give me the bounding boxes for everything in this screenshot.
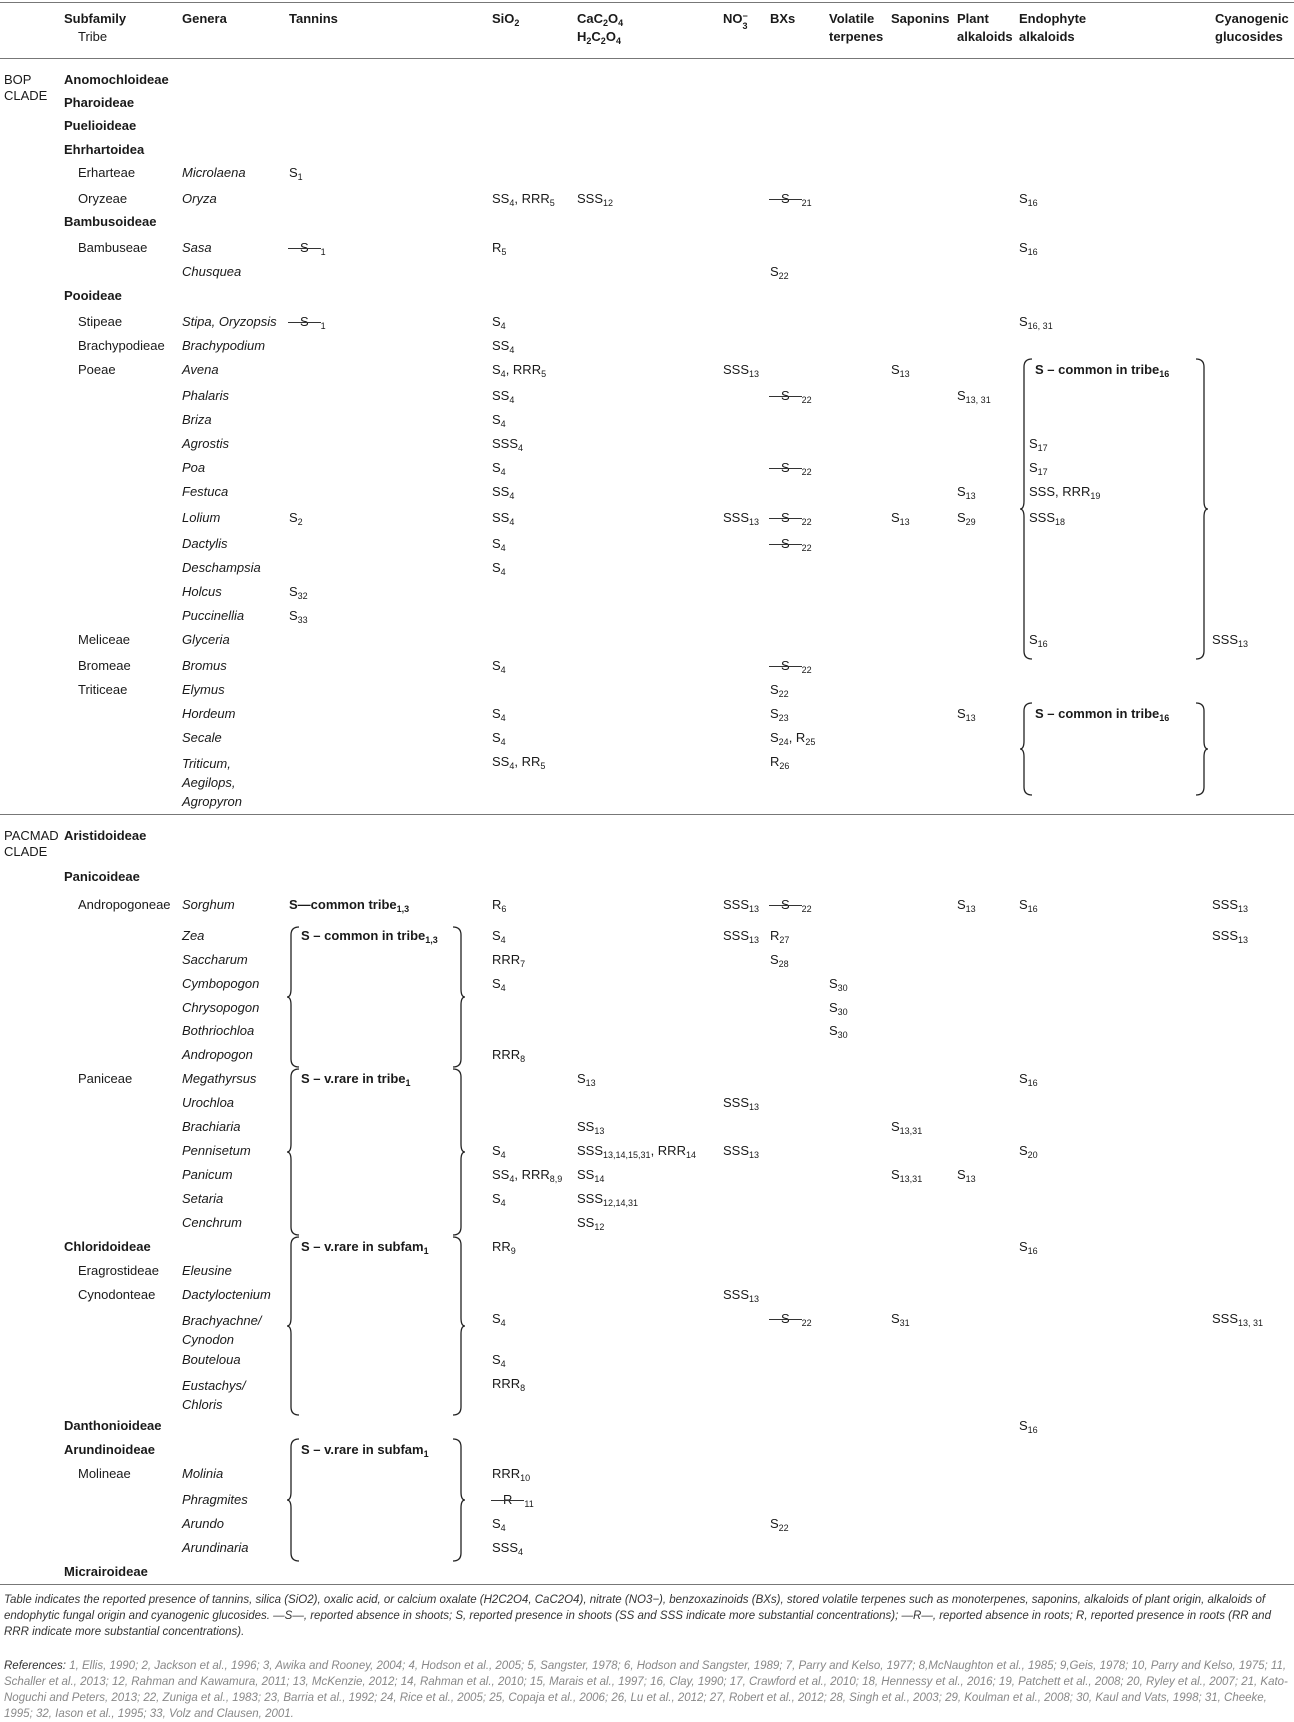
header-subfamily: Subfamily Tribe xyxy=(64,11,127,44)
genus-cenchrum: Cenchrum xyxy=(182,1215,242,1230)
header-saponins: Saponins xyxy=(891,11,950,26)
cell-panicum-sio2: $SS_4$, $RRR_{8,9}$ xyxy=(492,1167,563,1184)
genus-zea: Zea xyxy=(182,928,205,943)
paniceae-tannins-brace-label: S – v.rare in tribe$_1$ xyxy=(301,1071,411,1088)
subfamily-puelioideae: Puelioideae xyxy=(64,118,137,133)
tribe-andropogoneae: Andropogoneae xyxy=(78,897,171,912)
cell-agrostis-sio2: $SSS_4$ xyxy=(492,436,524,453)
cell-deschampsia-sio2: $S_4$ xyxy=(492,560,506,577)
cell-oryza-endophyte: $S_{16}$ xyxy=(1019,191,1038,208)
tribe-cynodonteae: Cynodonteae xyxy=(78,1287,156,1302)
cell-andropogon-sio2: $RRR_8$ xyxy=(492,1047,526,1064)
cell-brachiaria-saponins: $S_{13,31}$ xyxy=(891,1119,923,1136)
cell-setaria-oxalate: $SSS_{12,14,31}$ xyxy=(577,1191,639,1208)
header-oxalate: $CaC_2O_4$ $H_2C_2O_4$ xyxy=(577,11,624,46)
cell-poa-sio2: $S_4$ xyxy=(492,460,506,477)
subfamily-ehrhartoidea: Ehrhartoidea xyxy=(64,142,145,157)
genus-chusquea: Chusquea xyxy=(182,264,242,279)
genus-agrostis: Agrostis xyxy=(182,436,229,451)
triticeae-endophyte-brace-label: S – common in tribe$_{16}$ xyxy=(1035,706,1170,723)
tribe-molineae: Molineae xyxy=(78,1466,131,1481)
cell-lolium-tannins: $S_2$ xyxy=(289,510,303,527)
cell-chloridoideae-sio2: $RR_9$ xyxy=(492,1239,516,1256)
cell-cymbopogon-sio2: $S_4$ xyxy=(492,976,506,993)
header-endophyte-alkaloids: Endophyte alkaloids xyxy=(1019,11,1087,44)
top-rule xyxy=(0,2,1294,3)
genus-dactylis: Dactylis xyxy=(182,536,228,551)
cell-brachiaria-oxalate: $SS_{13}$ xyxy=(577,1119,605,1136)
cell-arundo-sio2: $S_4$ xyxy=(492,1516,506,1533)
cell-danthonioideae-endophyte: $S_{16}$ xyxy=(1019,1418,1038,1435)
cell-elymus-bxs: $S_{22}$ xyxy=(770,682,789,699)
cell-glyceria-cyanogenic: $SSS_{13}$ xyxy=(1212,632,1249,649)
tribe-poeae: Poeae xyxy=(78,362,116,377)
cell-panicum-saponins: $S_{13,31}$ xyxy=(891,1167,923,1184)
header-cyanogenic-glucosides: Cyanogenic glucosides xyxy=(1215,11,1289,44)
chloridoideae-tannins-brace-label: S – v.rare in subfam$_1$ xyxy=(301,1239,429,1256)
cell-poa-bxs: S $_{22}$ xyxy=(781,460,812,477)
genus-arundo: Arundo xyxy=(182,1516,224,1531)
header-tannins: Tannins xyxy=(289,11,338,26)
subfamily-chloridoideae: Chloridoideae xyxy=(64,1239,151,1254)
arundinoideae-tannins-brace-label: S – v.rare in subfam$_1$ xyxy=(301,1442,429,1459)
cell-pennisetum-nitrate: $SSS_{13}$ xyxy=(723,1143,760,1160)
cell-zea-nitrate: $SSS_{13}$ xyxy=(723,928,760,945)
cell-triticum-bxs: $R_{26}$ xyxy=(770,754,790,771)
cell-avena-sio2: $S_4$, $RRR_5$ xyxy=(492,362,547,379)
genus-brachypodium: Brachypodium xyxy=(182,338,266,353)
genus-holcus: Holcus xyxy=(182,584,222,599)
subfamily-anomochloideae: Anomochloideae xyxy=(64,72,169,87)
cell-molinia-sio2: $RRR_{10}$ xyxy=(492,1466,531,1483)
cell-panicum-plant-alkaloids: $S_{13}$ xyxy=(957,1167,976,1184)
subfamily-danthonioideae: Danthonioideae xyxy=(64,1418,162,1433)
genus-eustachys-chloris: Eustachys/ Chloris xyxy=(182,1378,246,1412)
cell-stipa-tannins: S $_1$ xyxy=(300,314,326,331)
cell-bothriochloa-volatile: $S_{30}$ xyxy=(829,1023,848,1040)
genus-elymus: Elymus xyxy=(182,682,225,697)
chloridoideae-tannins-brace xyxy=(287,1236,465,1416)
cell-brachypodium-sio2: $SS_4$ xyxy=(492,338,515,355)
cell-urochloa-nitrate: $SSS_{13}$ xyxy=(723,1095,760,1112)
header-nitrate: NO − 3 xyxy=(723,11,748,31)
genus-avena: Avena xyxy=(182,362,219,377)
cell-saccharum-sio2: $RRR_7$ xyxy=(492,952,526,969)
cell-bouteloua-sio2: $S_4$ xyxy=(492,1352,506,1369)
cell-oryza-bxs: S $_{21}$ xyxy=(781,191,812,208)
cell-pennisetum-endophyte: $S_{20}$ xyxy=(1019,1143,1038,1160)
genus-saccharum: Saccharum xyxy=(182,952,248,967)
cell-avena-nitrate: $SSS_{13}$ xyxy=(723,362,760,379)
cell-dactyloctenium-nitrate: $SSS_{13}$ xyxy=(723,1287,760,1304)
cell-brachyachne-cyanogenic: $SSS_{13, 31}$ xyxy=(1212,1311,1264,1328)
table-bottom-rule xyxy=(0,1584,1294,1585)
cell-eustachys-sio2: $RRR_8$ xyxy=(492,1376,526,1393)
triticeae-endophyte-brace xyxy=(1020,702,1208,796)
genus-bouteloua: Bouteloua xyxy=(182,1352,241,1367)
cell-phragmites-sio2: R $_{11}$ xyxy=(503,1492,534,1509)
cell-setaria-sio2: $S_4$ xyxy=(492,1191,506,1208)
cell-agrostis-endophyte: $S_{17}$ xyxy=(1029,436,1048,453)
table-footnote: Table indicates the reported presence of tannins, silica (SiO2), oxalic acid, or calcium oxalate (H2C2O4, CaC2O4), nitrate (NO3−), benzoxazinoids (BXs), stored volatile terpenes such as monoterpenes, saponins, alkaloids of plant origin, alkaloids of endophytic fungal origin and cyanogenic glucosides. —S—, reported absence in shoots; S, reported presence in shoots (SS and SSS indicate more substantial concentrations); —R—, reported absence in roots; R, reported presence in roots (RR and RRR indicate more substantial concentrations). xyxy=(4,1594,1271,1638)
cell-zea-cyanogenic: $SSS_{13}$ xyxy=(1212,928,1249,945)
header-genera: Genera xyxy=(182,11,227,26)
genus-megathyrsus: Megathyrsus xyxy=(182,1071,257,1086)
cell-pennisetum-oxalate: $SSS_{13,14,15,31}$, $RRR_{14}$ xyxy=(577,1143,696,1160)
cell-sasa-tannins: S $_1$ xyxy=(300,240,326,257)
genus-puccinellia: Puccinellia xyxy=(182,608,245,623)
cell-cymbopogon-volatile: $S_{30}$ xyxy=(829,976,848,993)
genus-urochloa: Urochloa xyxy=(182,1095,235,1110)
cell-brachyachne-bxs: S $_{22}$ xyxy=(781,1311,812,1328)
genus-microlaena: Microlaena xyxy=(182,165,246,180)
genus-lolium: Lolium xyxy=(182,510,221,525)
cell-secale-bxs: $S_{24}$, $R_{25}$ xyxy=(770,730,816,747)
clade-divider-rule xyxy=(0,814,1294,815)
cell-glyceria-endophyte: $S_{16}$ xyxy=(1029,632,1048,649)
tribe-paniceae: Paniceae xyxy=(78,1071,133,1086)
subfamily-micrairoideae: Micrairoideae xyxy=(64,1564,148,1579)
cell-festuca-sio2: $SS_4$ xyxy=(492,484,515,501)
cell-pennisetum-sio2: $S_4$ xyxy=(492,1143,506,1160)
cell-lolium-plant-alkaloids: $S_{29}$ xyxy=(957,510,976,527)
cell-sorghum-endophyte: $S_{16}$ xyxy=(1019,897,1038,914)
genus-bothriochloa: Bothriochloa xyxy=(182,1023,255,1038)
cell-phalaris-plant-alkaloids: $S_{13, 31}$ xyxy=(957,388,991,405)
header-plant-alkaloids: Plant alkaloids xyxy=(957,11,1013,44)
genus-triticum-aegilops-agropyron: Triticum, Aegilops, Agropyron xyxy=(182,756,242,809)
genus-panicum: Panicum xyxy=(182,1167,233,1182)
genus-festuca: Festuca xyxy=(182,484,229,499)
header-volatile-terpenes: Volatile terpenes xyxy=(829,11,884,44)
cell-chusquea-bxs: $S_{22}$ xyxy=(770,264,789,281)
cell-lolium-bxs: S $_{22}$ xyxy=(781,510,812,527)
cell-zea-sio2: $S_4$ xyxy=(492,928,506,945)
genus-briza: Briza xyxy=(182,412,212,427)
genus-brachiaria: Brachiaria xyxy=(182,1119,241,1134)
cell-sasa-endophyte: $S_{16}$ xyxy=(1019,240,1038,257)
cell-hordeum-sio2: $S_4$ xyxy=(492,706,506,723)
tribe-triticeae: Triticeae xyxy=(78,682,128,697)
genus-phalaris: Phalaris xyxy=(182,388,229,403)
cell-secale-sio2: $S_4$ xyxy=(492,730,506,747)
cell-bromus-bxs: S $_{22}$ xyxy=(781,658,812,675)
cell-festuca-endophyte: SSS, $RRR_{19}$ xyxy=(1029,484,1101,501)
cell-bromus-sio2: $S_4$ xyxy=(492,658,506,675)
header-bxs: BXs xyxy=(770,11,796,26)
reference-list: 1, Ellis, 1990; 2, Jackson et al., 1996; 3, Awika and Rooney, 2004; 4, Hodson et al., 2005; 5, Sangster, 1978; 6, Hodson and Sangster, 1989; 7, Parry and Kelso, 1977; 8,McNaughton et al., 1985; 9,Geis, 1978; 10, Parry and Kelso, 1975; 11, Schaller et al., 2013; 12, Rahman and Kawamura, 2011; 13, McKenzie, 2012; 14, Rahman et al., 2010; 15, Marais et al., 1997; 16, Clay, 1990; 17, Crawford et al., 2010; 18, Hennessy et al., 2016; 19, Patchett et al., 2008; 20, Ryley et al., 2007; 21, Kato-Noguchi and Peters, 2013; 22, Zuniga et al., 1983; 23, Barria et al., 1992; 24, Rice et al., 2005; 25, Copaja et al., 2006; 26, Lu et al., 2012; 27, Robert et al., 2012; 28, Singh et al., 2003; 29, Koulman et al., 2008; 30, Kaul and Vats, 1998; 31, Cheeke, 1995; 32, Iason et al., 1995; 33, Volz and Clausen, 2001. xyxy=(4,1660,1288,1720)
genus-dactyloctenium: Dactyloctenium xyxy=(182,1287,271,1302)
genus-pennisetum: Pennisetum xyxy=(182,1143,251,1158)
genus-setaria: Setaria xyxy=(182,1191,224,1206)
cell-lolium-nitrate: $SSS_{13}$ xyxy=(723,510,760,527)
cell-sorghum-bxs: S $_{22}$ xyxy=(781,897,812,914)
cell-sorghum-cyanogenic: $SSS_{13}$ xyxy=(1212,897,1249,914)
cell-oryza-sio2: $SS_4$, $RRR_5$ xyxy=(492,191,555,208)
genus-sorghum: Sorghum xyxy=(182,897,235,912)
tribe-bromeae: Bromeae xyxy=(78,658,131,673)
andropogoneae-tannins-brace-label: S – common in tribe$_{1,3}$ xyxy=(301,928,438,945)
cell-festuca-plant-alkaloids: $S_{13}$ xyxy=(957,484,976,501)
genus-sasa: Sasa xyxy=(182,240,212,255)
cell-avena-saponins: $S_{13}$ xyxy=(891,362,910,379)
subfamily-arundinoideae: Arundinoideae xyxy=(64,1442,156,1457)
cell-saccharum-bxs: $S_{28}$ xyxy=(770,952,789,969)
genus-andropogon: Andropogon xyxy=(182,1047,253,1062)
tribe-eragrostideae: Eragrostideae xyxy=(78,1263,159,1278)
genus-secale: Secale xyxy=(182,730,222,745)
genus-phragmites: Phragmites xyxy=(182,1492,248,1507)
genus-molinia: Molinia xyxy=(182,1466,224,1481)
cell-oryza-oxalate: $SSS_{12}$ xyxy=(577,191,614,208)
clade-pacmad: PACMAD CLADE xyxy=(4,828,59,859)
genus-arundinaria: Arundinaria xyxy=(182,1540,249,1555)
subfamily-bambusoideae: Bambusoideae xyxy=(64,214,157,229)
clade-bop: BOP CLADE xyxy=(4,72,48,103)
cell-phalaris-bxs: S $_{22}$ xyxy=(781,388,812,405)
cell-brachyachne-saponins: $S_{31}$ xyxy=(891,1311,910,1328)
cell-cenchrum-oxalate: $SS_{12}$ xyxy=(577,1215,605,1232)
cell-sorghum-plant-alkaloids: $S_{13}$ xyxy=(957,897,976,914)
cell-stipa-sio2: $S_4$ xyxy=(492,314,506,331)
cell-poa-endophyte: $S_{17}$ xyxy=(1029,460,1048,477)
genus-glyceria: Glyceria xyxy=(182,632,230,647)
tribe-oryzeae: Oryzeae xyxy=(78,191,128,206)
genus-deschampsia: Deschampsia xyxy=(182,560,261,575)
cell-sorghum-sio2: $R_6$ xyxy=(492,897,507,914)
cell-hordeum-plant-alkaloids: $S_{13}$ xyxy=(957,706,976,723)
cell-chrysopogon-volatile: $S_{30}$ xyxy=(829,1000,848,1017)
cell-phalaris-sio2: $SS_4$ xyxy=(492,388,515,405)
poeae-endophyte-brace-label: S – common in tribe$_{16}$ xyxy=(1035,362,1170,379)
cell-holcus-tannins: $S_{32}$ xyxy=(289,584,308,601)
cell-panicum-oxalate: $SS_{14}$ xyxy=(577,1167,605,1184)
genus-poa: Poa xyxy=(182,460,206,475)
cell-stipa-endophyte: $S_{16, 31}$ xyxy=(1019,314,1053,331)
cell-arundinaria-sio2: $SSS_4$ xyxy=(492,1540,524,1557)
subfamily-pooideae: Pooideae xyxy=(64,288,122,303)
subfamily-aristidoideae: Aristidoideae xyxy=(64,828,147,843)
cell-triticum-sio2: $SS_4$, $RR_5$ xyxy=(492,754,546,771)
cell-dactylis-sio2: $S_4$ xyxy=(492,536,506,553)
cell-briza-sio2: $S_4$ xyxy=(492,412,506,429)
poeae-endophyte-brace xyxy=(1020,358,1208,660)
cell-chloridoideae-endophyte: $S_{16}$ xyxy=(1019,1239,1038,1256)
genus-brachyachne-cynodon: Brachyachne/ Cynodon xyxy=(182,1313,262,1347)
tribe-bambuseae: Bambuseae xyxy=(78,240,148,255)
genus-chrysopogon: Chrysopogon xyxy=(182,1000,260,1015)
andropogoneae-tannins-brace xyxy=(287,926,465,1068)
cell-sorghum-tannins: S—common tribe$_{1,3}$ xyxy=(289,897,410,914)
genus-hordeum: Hordeum xyxy=(182,706,236,721)
paniceae-tannins-brace xyxy=(287,1068,465,1236)
cell-lolium-endophyte: $SSS_{18}$ xyxy=(1029,510,1066,527)
cell-megathyrsus-oxalate: $S_{13}$ xyxy=(577,1071,596,1088)
genus-oryza: Oryza xyxy=(182,191,217,206)
header-sio2: SiO$_2$ xyxy=(492,11,520,28)
cell-dactylis-bxs: S $_{22}$ xyxy=(781,536,812,553)
tribe-brachypodieae: Brachypodieae xyxy=(78,338,165,353)
table-references: References: 1, Ellis, 1990; 2, Jackson et al., 1996; 3, Awika and Rooney, 2004; 4, Hodson et al., 2005; 5, Sangster, 1978; 6, Hodson and Sangster, 1989; 7, Parry and Kelso, 1977; 8,McNaughton et al., 1985; 9,Geis, 1978; 10, Parry and Kelso, 1975; 11, Schaller et al., 2013; 12, Rahman and Kawamura, 2011; 13, McKenzie, 2012; 14, Rahman et al., 2010; 15, Marais et al., 1997; 16, Clay, 1990; 17, Crawford et al., 2010; 18, Hennessy et al., 2016; 19, Patchett et al., 2008; 20, Ryley et al., 2007; 21, Kato-Noguchi and Peters, 2013; 22, Zuniga et al., 1983; 23, Barria et al., 1992; 24, Rice et al., 2005; 25, Copaja et al., 2006; 26, Lu et al., 2012; 27, Robert et al., 2012; 28, Singh et al., 2003; 29, Koulman et al., 2008; 30, Kaul and Vats, 1998; 31, Cheeke, 1995; 32, Iason et al., 1995; 33, Volz and Clausen, 2001. xyxy=(4,1660,1288,1720)
cell-microlaena-tannins: $S_1$ xyxy=(289,165,303,182)
cell-sorghum-nitrate: $SSS_{13}$ xyxy=(723,897,760,914)
cell-hordeum-bxs: $S_{23}$ xyxy=(770,706,789,723)
cell-megathyrsus-endophyte: $S_{16}$ xyxy=(1019,1071,1038,1088)
cell-puccinellia-tannins: $S_{33}$ xyxy=(289,608,308,625)
tribe-stipeae: Stipeae xyxy=(78,314,123,329)
cell-brachyachne-sio2: $S_4$ xyxy=(492,1311,506,1328)
subfamily-panicoideae: Panicoideae xyxy=(64,869,140,884)
genus-bromus: Bromus xyxy=(182,658,227,673)
header-rule xyxy=(0,58,1294,59)
cell-lolium-saponins: $S_{13}$ xyxy=(891,510,910,527)
genus-cymbopogon: Cymbopogon xyxy=(182,976,260,991)
cell-sasa-sio2: $R_5$ xyxy=(492,240,507,257)
cell-arundo-bxs: $S_{22}$ xyxy=(770,1516,789,1533)
genus-stipa-oryzopsis: Stipa, Oryzopsis xyxy=(182,314,277,329)
subfamily-pharoideae: Pharoideae xyxy=(64,95,135,110)
cell-lolium-sio2: $SS_4$ xyxy=(492,510,515,527)
arundinoideae-tannins-brace xyxy=(287,1438,465,1562)
cell-zea-bxs: $R_{27}$ xyxy=(770,928,790,945)
tribe-meliceae: Meliceae xyxy=(78,632,131,647)
genus-eleusine: Eleusine xyxy=(182,1263,232,1278)
tribe-erharteae: Erharteae xyxy=(78,165,136,180)
